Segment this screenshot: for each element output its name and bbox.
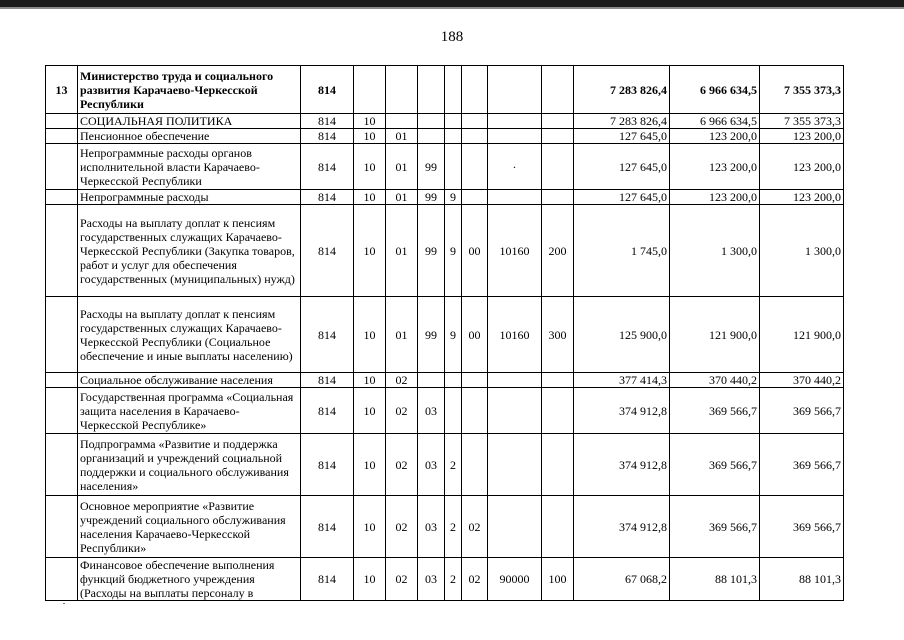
section-code: 10 [354, 144, 386, 190]
amount-year-1: 127 645,0 [574, 144, 670, 190]
amount-year-1: 7 283 826,4 [574, 66, 670, 114]
expense-type-code [542, 129, 574, 144]
program-code: 03 [418, 496, 445, 558]
amount-year-1: 377 414,3 [574, 373, 670, 388]
table-row [46, 558, 844, 601]
expense-type-code [542, 66, 574, 114]
amount-year-2: 369 566,7 [670, 388, 760, 434]
event-code: 00 [462, 297, 488, 373]
direction-code [488, 114, 542, 129]
direction-code: · [488, 144, 542, 190]
scan-speck [63, 603, 65, 604]
expense-name: Финансовое обеспечение выполнения функций бюджетного учреждения (Расходы на выплаты персоналу в [78, 558, 301, 601]
table-row [46, 297, 844, 373]
direction-code: 10160 [488, 297, 542, 373]
expense-type-code [542, 144, 574, 190]
table-row [46, 144, 844, 190]
amount-year-1: 67 068,2 [574, 558, 670, 601]
event-code [462, 114, 488, 129]
section-code: 10 [354, 114, 386, 129]
grbs-code: 814 [301, 114, 354, 129]
subprogram-code [445, 114, 462, 129]
subsection-code: 02 [386, 558, 418, 601]
grbs-code: 814 [301, 496, 354, 558]
table-row [46, 373, 844, 388]
amount-year-2: 369 566,7 [670, 434, 760, 496]
event-code [462, 190, 488, 205]
direction-code [488, 190, 542, 205]
amount-year-1: 374 912,8 [574, 388, 670, 434]
expense-type-code [542, 496, 574, 558]
amount-year-1: 125 900,0 [574, 297, 670, 373]
table-row [46, 114, 844, 129]
amount-year-2: 369 566,7 [670, 496, 760, 558]
subsection-code: 01 [386, 297, 418, 373]
row-number [46, 144, 78, 190]
subprogram-code: 2 [445, 434, 462, 496]
direction-code [488, 373, 542, 388]
amount-year-1: 127 645,0 [574, 129, 670, 144]
amount-year-2: 6 966 634,5 [670, 114, 760, 129]
subprogram-code: 9 [445, 205, 462, 297]
event-code: 00 [462, 205, 488, 297]
amount-year-1: 127 645,0 [574, 190, 670, 205]
amount-year-2: 1 300,0 [670, 205, 760, 297]
subsection-code: 02 [386, 373, 418, 388]
program-code: 03 [418, 388, 445, 434]
program-code: 99 [418, 190, 445, 205]
expense-type-code [542, 388, 574, 434]
expense-name: Министерство труда и социального развития Карачаево-Черкесской Республики [78, 66, 301, 114]
table-row [46, 496, 844, 558]
program-code [418, 66, 445, 114]
section-code: 10 [354, 434, 386, 496]
amount-year-3: 7 355 373,3 [760, 114, 844, 129]
expense-name: СОЦИАЛЬНАЯ ПОЛИТИКА [78, 114, 301, 129]
subsection-code [386, 66, 418, 114]
amount-year-2: 123 200,0 [670, 190, 760, 205]
direction-code [488, 434, 542, 496]
subprogram-code [445, 373, 462, 388]
amount-year-3: 123 200,0 [760, 190, 844, 205]
program-code: 99 [418, 144, 445, 190]
program-code [418, 129, 445, 144]
section-code: 10 [354, 388, 386, 434]
grbs-code: 814 [301, 144, 354, 190]
expense-name: Пенсионное обеспечение [78, 129, 301, 144]
row-number [46, 114, 78, 129]
amount-year-2: 88 101,3 [670, 558, 760, 601]
amount-year-3: 369 566,7 [760, 388, 844, 434]
subprogram-code: 2 [445, 496, 462, 558]
expense-type-code [542, 373, 574, 388]
direction-code [488, 129, 542, 144]
subsection-code: 02 [386, 434, 418, 496]
event-code [462, 144, 488, 190]
amount-year-3: 369 566,7 [760, 434, 844, 496]
program-code: 03 [418, 558, 445, 601]
page-number: 188 [440, 29, 464, 45]
scan-top-edge [0, 0, 904, 7]
subprogram-code [445, 144, 462, 190]
table-row [46, 190, 844, 205]
program-code [418, 114, 445, 129]
subprogram-code [445, 129, 462, 144]
amount-year-2: 6 966 634,5 [670, 66, 760, 114]
table-row [46, 205, 844, 297]
subsection-code: 01 [386, 144, 418, 190]
table-row [46, 388, 844, 434]
section-code: 10 [354, 496, 386, 558]
section-code: 10 [354, 558, 386, 601]
grbs-code: 814 [301, 205, 354, 297]
amount-year-1: 374 912,8 [574, 496, 670, 558]
subprogram-code: 9 [445, 297, 462, 373]
direction-code [488, 388, 542, 434]
direction-code: 90000 [488, 558, 542, 601]
grbs-code: 814 [301, 373, 354, 388]
amount-year-1: 374 912,8 [574, 434, 670, 496]
subsection-code [386, 114, 418, 129]
section-code: 10 [354, 129, 386, 144]
row-number [46, 205, 78, 297]
program-code: 99 [418, 205, 445, 297]
direction-code [488, 496, 542, 558]
grbs-code: 814 [301, 388, 354, 434]
event-code [462, 388, 488, 434]
row-number [46, 558, 78, 601]
amount-year-3: 369 566,7 [760, 496, 844, 558]
section-code: 10 [354, 373, 386, 388]
amount-year-2: 370 440,2 [670, 373, 760, 388]
subsection-code: 02 [386, 496, 418, 558]
direction-code: 10160 [488, 205, 542, 297]
table-row [46, 434, 844, 496]
expense-type-code: 200 [542, 205, 574, 297]
row-number [46, 388, 78, 434]
subprogram-code: 9 [445, 190, 462, 205]
expense-type-code [542, 114, 574, 129]
event-code [462, 129, 488, 144]
section-code: 10 [354, 190, 386, 205]
grbs-code: 814 [301, 66, 354, 114]
amount-year-1: 1 745,0 [574, 205, 670, 297]
expense-type-code [542, 434, 574, 496]
table-row [46, 129, 844, 144]
amount-year-3: 121 900,0 [760, 297, 844, 373]
subsection-code: 01 [386, 190, 418, 205]
expense-type-code: 300 [542, 297, 574, 373]
amount-year-2: 123 200,0 [670, 144, 760, 190]
amount-year-3: 370 440,2 [760, 373, 844, 388]
expense-name: Государственная программа «Социальная защита населения в Карачаево-Черкесской Республике» [78, 388, 301, 434]
amount-year-3: 123 200,0 [760, 129, 844, 144]
amount-year-3: 7 355 373,3 [760, 66, 844, 114]
program-code: 03 [418, 434, 445, 496]
subprogram-code: 2 [445, 558, 462, 601]
row-number [46, 373, 78, 388]
budget-table [45, 65, 844, 601]
event-code: 02 [462, 496, 488, 558]
grbs-code: 814 [301, 558, 354, 601]
row-number [46, 129, 78, 144]
expense-name: Расходы на выплату доплат к пенсиям государственных служащих Карачаево-Черкесской Республики (Социальное обеспечение и иные выплаты населению) [78, 297, 301, 373]
amount-year-3: 123 200,0 [760, 144, 844, 190]
expense-name: Подпрограмма «Развитие и поддержка организаций и учреждений социальной поддержки и социального обслуживания населения» [78, 434, 301, 496]
scan-top-edge-shadow [0, 7, 904, 9]
event-code [462, 66, 488, 114]
direction-code [488, 66, 542, 114]
amount-year-2: 123 200,0 [670, 129, 760, 144]
table-row [46, 66, 844, 114]
subprogram-code [445, 66, 462, 114]
row-number [46, 297, 78, 373]
grbs-code: 814 [301, 297, 354, 373]
grbs-code: 814 [301, 434, 354, 496]
expense-name: Расходы на выплату доплат к пенсиям государственных служащих Карачаево-Черкесской Республики (Закупка товаров, работ и услуг для обеспечения государственных (муниципальных) нужд) [78, 205, 301, 297]
expense-name: Непрограммные расходы органов исполнительной власти Карачаево-Черкесской Республики [78, 144, 301, 190]
row-number [46, 496, 78, 558]
section-code: 10 [354, 205, 386, 297]
expense-name: Непрограммные расходы [78, 190, 301, 205]
event-code: 02 [462, 558, 488, 601]
event-code [462, 434, 488, 496]
expense-name: Основное мероприятие «Развитие учреждений социального обслуживания населения Карачаево-Черкесской Республики» [78, 496, 301, 558]
subprogram-code [445, 388, 462, 434]
row-number: 13 [46, 66, 78, 114]
amount-year-2: 121 900,0 [670, 297, 760, 373]
section-code [354, 66, 386, 114]
program-code [418, 373, 445, 388]
program-code: 99 [418, 297, 445, 373]
subsection-code: 01 [386, 129, 418, 144]
subsection-code: 02 [386, 388, 418, 434]
row-number [46, 190, 78, 205]
subsection-code: 01 [386, 205, 418, 297]
section-code: 10 [354, 297, 386, 373]
amount-year-3: 1 300,0 [760, 205, 844, 297]
amount-year-3: 88 101,3 [760, 558, 844, 601]
amount-year-1: 7 283 826,4 [574, 114, 670, 129]
event-code [462, 373, 488, 388]
row-number [46, 434, 78, 496]
grbs-code: 814 [301, 190, 354, 205]
grbs-code: 814 [301, 129, 354, 144]
expense-type-code [542, 190, 574, 205]
expense-name: Социальное обслуживание населения [78, 373, 301, 388]
expense-type-code: 100 [542, 558, 574, 601]
